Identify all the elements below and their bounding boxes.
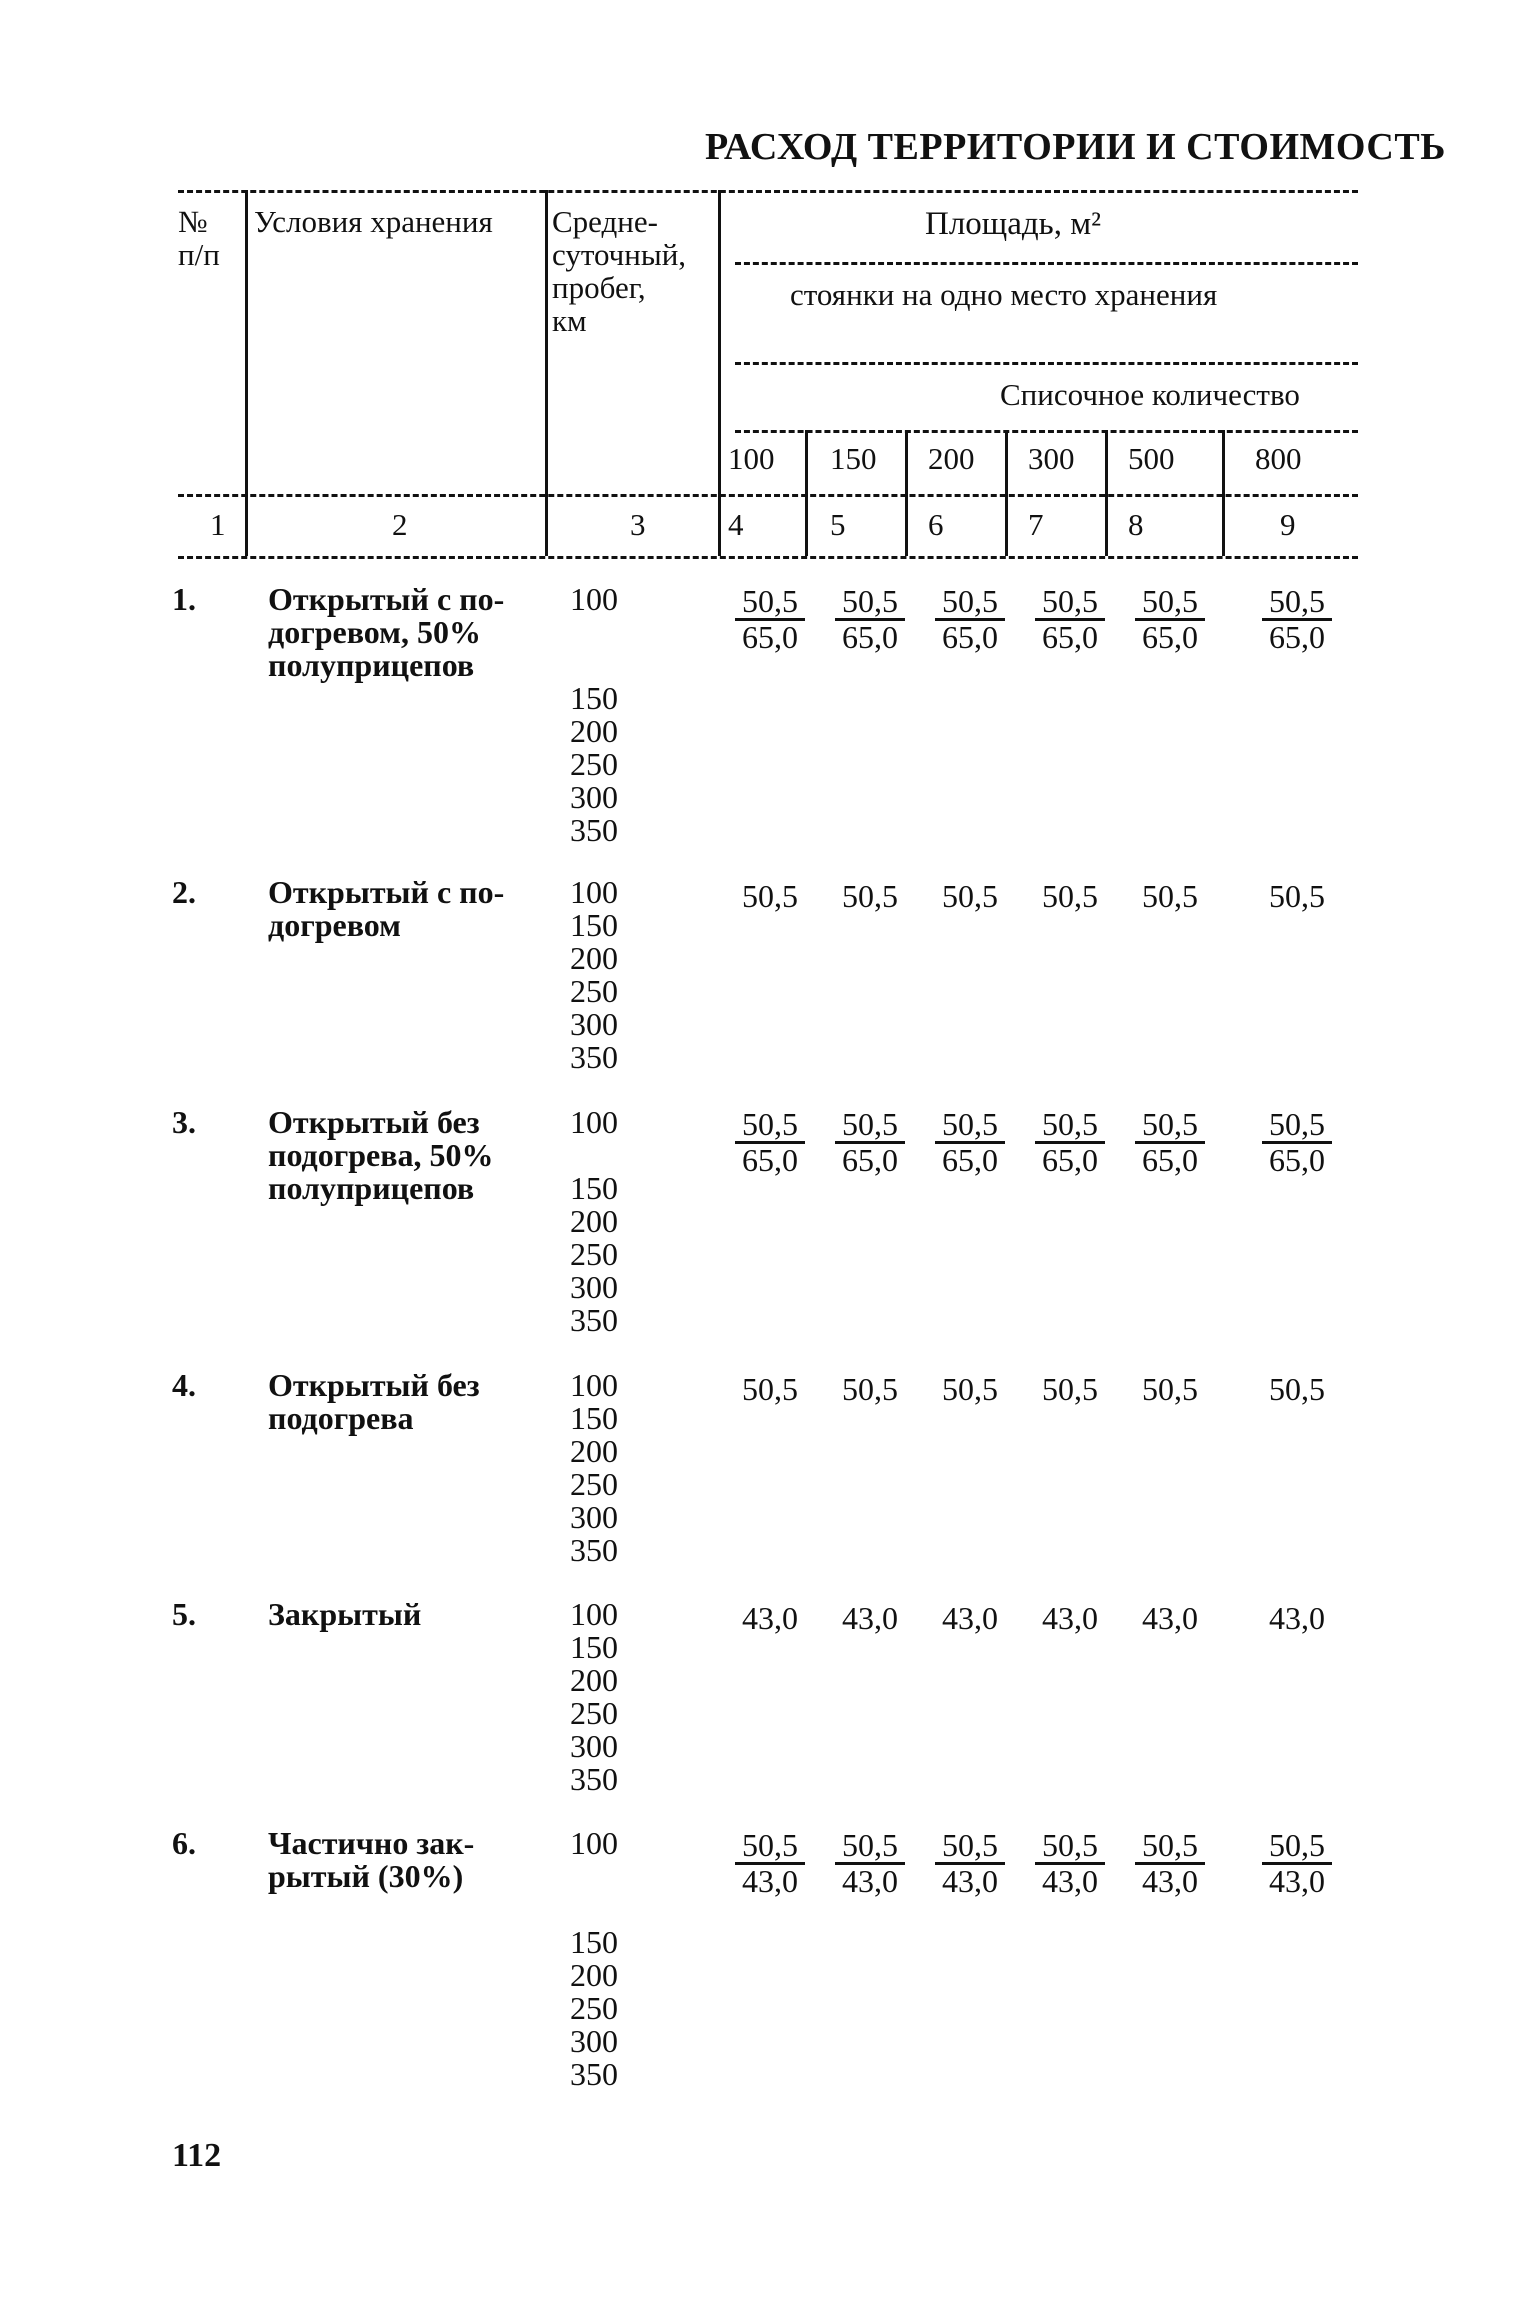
fraction-value xyxy=(835,585,905,653)
mileage-value: 250 xyxy=(570,1695,618,1731)
mileage-value: 100 xyxy=(570,1367,618,1403)
fraction-numerator: 50,5 xyxy=(1262,1108,1332,1144)
fraction-value xyxy=(1262,1829,1332,1897)
mileage-value: 100 xyxy=(570,1825,618,1861)
fraction-denominator: 65,0 xyxy=(942,1142,998,1178)
page-title: РАСХОД ТЕРРИТОРИИ И СТОИМОСТЬ xyxy=(705,126,1446,168)
fraction-numerator: 50,5 xyxy=(1035,1829,1105,1865)
header-mileage-1: Средне- xyxy=(552,204,658,239)
mileage-value: 350 xyxy=(570,1532,618,1568)
mileage-value: 200 xyxy=(570,1203,618,1239)
col-divider-1 xyxy=(245,190,248,556)
col-num-8: 8 xyxy=(1128,507,1144,542)
row-condition-line: Частично зак- xyxy=(268,1825,475,1861)
area-value: 50,5 xyxy=(1042,1371,1098,1407)
qty-300: 300 xyxy=(1028,441,1075,476)
fraction-value xyxy=(1135,1829,1205,1897)
col-num-2: 2 xyxy=(392,507,408,542)
fraction-denominator: 43,0 xyxy=(842,1863,898,1899)
fraction-denominator: 65,0 xyxy=(742,1142,798,1178)
row-condition-line: Открытый без xyxy=(268,1104,480,1140)
area-value: 50,5 xyxy=(1142,878,1198,914)
area-value: 43,0 xyxy=(1042,1600,1098,1636)
col-divider-7 xyxy=(1105,430,1108,556)
row-condition-line: Открытый с по- xyxy=(268,874,505,910)
fraction-denominator: 65,0 xyxy=(742,619,798,655)
fraction-denominator: 65,0 xyxy=(1042,1142,1098,1178)
qty-rule xyxy=(735,430,1358,433)
fraction-denominator: 65,0 xyxy=(842,619,898,655)
mileage-value: 250 xyxy=(570,1236,618,1272)
area-value: 43,0 xyxy=(742,1600,798,1636)
col-num-6: 6 xyxy=(928,507,944,542)
area-value: 50,5 xyxy=(842,1371,898,1407)
fraction-denominator: 65,0 xyxy=(942,619,998,655)
fraction-denominator: 43,0 xyxy=(942,1863,998,1899)
row-number: 4. xyxy=(172,1367,196,1403)
fraction-numerator: 50,5 xyxy=(1262,585,1332,621)
row-condition-line: догревом xyxy=(268,907,401,943)
mileage-value: 250 xyxy=(570,1990,618,2026)
col-num-9: 9 xyxy=(1280,507,1296,542)
mileage-value: 300 xyxy=(570,779,618,815)
colnum-top-rule xyxy=(178,494,1358,497)
header-mileage-2: суточный, xyxy=(552,237,687,272)
col-divider-2 xyxy=(545,190,548,556)
qty-200: 200 xyxy=(928,441,975,476)
mileage-value: 350 xyxy=(570,2056,618,2092)
col-num-4: 4 xyxy=(728,507,744,542)
area-value: 50,5 xyxy=(842,878,898,914)
fraction-numerator: 50,5 xyxy=(1135,1108,1205,1144)
area-value: 50,5 xyxy=(742,1371,798,1407)
fraction-value xyxy=(835,1108,905,1176)
mileage-value: 250 xyxy=(570,1466,618,1502)
fraction-denominator: 43,0 xyxy=(1269,1863,1325,1899)
fraction-value xyxy=(835,1829,905,1897)
fraction-denominator: 43,0 xyxy=(1042,1863,1098,1899)
header-mileage-3: пробег, xyxy=(552,270,646,305)
mileage-value: 150 xyxy=(570,680,618,716)
row-condition-line: подогрева xyxy=(268,1400,414,1436)
row-number: 2. xyxy=(172,874,196,910)
header-num-2: п/п xyxy=(178,237,220,272)
mileage-value: 150 xyxy=(570,907,618,943)
fraction-denominator: 43,0 xyxy=(1142,1863,1198,1899)
qty-100: 100 xyxy=(728,441,775,476)
col-num-3: 3 xyxy=(630,507,646,542)
row-condition-line: подогрева, 50% xyxy=(268,1137,494,1173)
row-condition-line: полуприцепов xyxy=(268,1170,475,1206)
mileage-value: 300 xyxy=(570,1499,618,1535)
fraction-numerator: 50,5 xyxy=(835,1108,905,1144)
area-value: 50,5 xyxy=(942,878,998,914)
fraction-value xyxy=(1035,1108,1105,1176)
mileage-value: 150 xyxy=(570,1400,618,1436)
mileage-value: 300 xyxy=(570,1269,618,1305)
row-number: 5. xyxy=(172,1596,196,1632)
fraction-numerator: 50,5 xyxy=(835,1829,905,1865)
fraction-numerator: 50,5 xyxy=(735,1108,805,1144)
fraction-value xyxy=(735,585,805,653)
header-per-place: стоянки на одно место хранения xyxy=(790,277,1218,312)
area-rule xyxy=(735,262,1358,265)
row-condition-line: рытый (30%) xyxy=(268,1858,464,1894)
row-number: 1. xyxy=(172,581,196,617)
fraction-value xyxy=(935,1108,1005,1176)
col-divider-8 xyxy=(1222,430,1225,556)
header-bottom-rule xyxy=(178,556,1358,559)
area-value: 50,5 xyxy=(742,878,798,914)
fraction-denominator: 65,0 xyxy=(1269,1142,1325,1178)
fraction-value xyxy=(1262,1108,1332,1176)
area-value: 50,5 xyxy=(942,1371,998,1407)
mileage-value: 200 xyxy=(570,1662,618,1698)
fraction-numerator: 50,5 xyxy=(735,585,805,621)
fraction-numerator: 50,5 xyxy=(1035,1108,1105,1144)
qty-500: 500 xyxy=(1128,441,1175,476)
col-divider-5 xyxy=(905,430,908,556)
fraction-denominator: 65,0 xyxy=(1142,619,1198,655)
mileage-value: 200 xyxy=(570,1433,618,1469)
area-value: 50,5 xyxy=(1269,878,1325,914)
fraction-numerator: 50,5 xyxy=(1262,1829,1332,1865)
row-condition-line: Открытый без xyxy=(268,1367,480,1403)
mileage-value: 150 xyxy=(570,1629,618,1665)
mileage-value: 350 xyxy=(570,1761,618,1797)
per-place-rule xyxy=(735,362,1358,365)
col-divider-6 xyxy=(1005,430,1008,556)
col-divider-3 xyxy=(718,190,721,556)
mileage-value: 350 xyxy=(570,1039,618,1075)
area-value: 50,5 xyxy=(1042,878,1098,914)
row-condition-line: догревом, 50% xyxy=(268,614,481,650)
row-condition-line: Закрытый xyxy=(268,1596,422,1632)
fraction-numerator: 50,5 xyxy=(1135,585,1205,621)
mileage-value: 200 xyxy=(570,1957,618,1993)
mileage-value: 350 xyxy=(570,1302,618,1338)
fraction-numerator: 50,5 xyxy=(835,585,905,621)
fraction-value xyxy=(935,1829,1005,1897)
mileage-value: 350 xyxy=(570,812,618,848)
col-divider-4 xyxy=(805,430,808,556)
fraction-value xyxy=(1135,585,1205,653)
header-conditions: Условия хранения xyxy=(254,204,493,239)
row-number: 3. xyxy=(172,1104,196,1140)
area-value: 43,0 xyxy=(1142,1600,1198,1636)
fraction-value xyxy=(735,1829,805,1897)
fraction-value xyxy=(1262,585,1332,653)
mileage-value: 150 xyxy=(570,1170,618,1206)
mileage-value: 250 xyxy=(570,973,618,1009)
header-area: Площадь, м² xyxy=(925,206,1101,242)
fraction-numerator: 50,5 xyxy=(1135,1829,1205,1865)
qty-150: 150 xyxy=(830,441,877,476)
fraction-numerator: 50,5 xyxy=(1035,585,1105,621)
fraction-denominator: 65,0 xyxy=(1042,619,1098,655)
fraction-denominator: 65,0 xyxy=(1142,1142,1198,1178)
row-condition-line: полуприцепов xyxy=(268,647,475,683)
mileage-value: 100 xyxy=(570,1104,618,1140)
area-value: 43,0 xyxy=(842,1600,898,1636)
fraction-denominator: 43,0 xyxy=(742,1863,798,1899)
col-num-5: 5 xyxy=(830,507,846,542)
fraction-value xyxy=(735,1108,805,1176)
row-number: 6. xyxy=(172,1825,196,1861)
col-num-1: 1 xyxy=(210,507,226,542)
area-value: 43,0 xyxy=(942,1600,998,1636)
fraction-denominator: 65,0 xyxy=(842,1142,898,1178)
col-num-7: 7 xyxy=(1028,507,1044,542)
mileage-value: 250 xyxy=(570,746,618,782)
fraction-numerator: 50,5 xyxy=(735,1829,805,1865)
header-mileage-4: км xyxy=(552,303,587,338)
fraction-value xyxy=(1035,585,1105,653)
mileage-value: 100 xyxy=(570,581,618,617)
area-value: 50,5 xyxy=(1269,1371,1325,1407)
row-condition-line: Открытый с по- xyxy=(268,581,505,617)
mileage-value: 100 xyxy=(570,874,618,910)
fraction-numerator: 50,5 xyxy=(935,1829,1005,1865)
fraction-numerator: 50,5 xyxy=(935,585,1005,621)
fraction-value xyxy=(1035,1829,1105,1897)
fraction-denominator: 65,0 xyxy=(1269,619,1325,655)
fraction-numerator: 50,5 xyxy=(935,1108,1005,1144)
mileage-value: 300 xyxy=(570,2023,618,2059)
page-number: 112 xyxy=(172,2137,222,2174)
qty-800: 800 xyxy=(1255,441,1302,476)
mileage-value: 300 xyxy=(570,1728,618,1764)
mileage-value: 200 xyxy=(570,940,618,976)
fraction-value xyxy=(935,585,1005,653)
area-value: 50,5 xyxy=(1142,1371,1198,1407)
mileage-value: 100 xyxy=(570,1596,618,1632)
header-list-qty: Списочное количество xyxy=(1000,377,1300,412)
area-value: 43,0 xyxy=(1269,1600,1325,1636)
header-num: № xyxy=(178,204,208,239)
fraction-value xyxy=(1135,1108,1205,1176)
mileage-value: 150 xyxy=(570,1924,618,1960)
mileage-value: 200 xyxy=(570,713,618,749)
header-top-rule xyxy=(178,190,1358,193)
mileage-value: 300 xyxy=(570,1006,618,1042)
